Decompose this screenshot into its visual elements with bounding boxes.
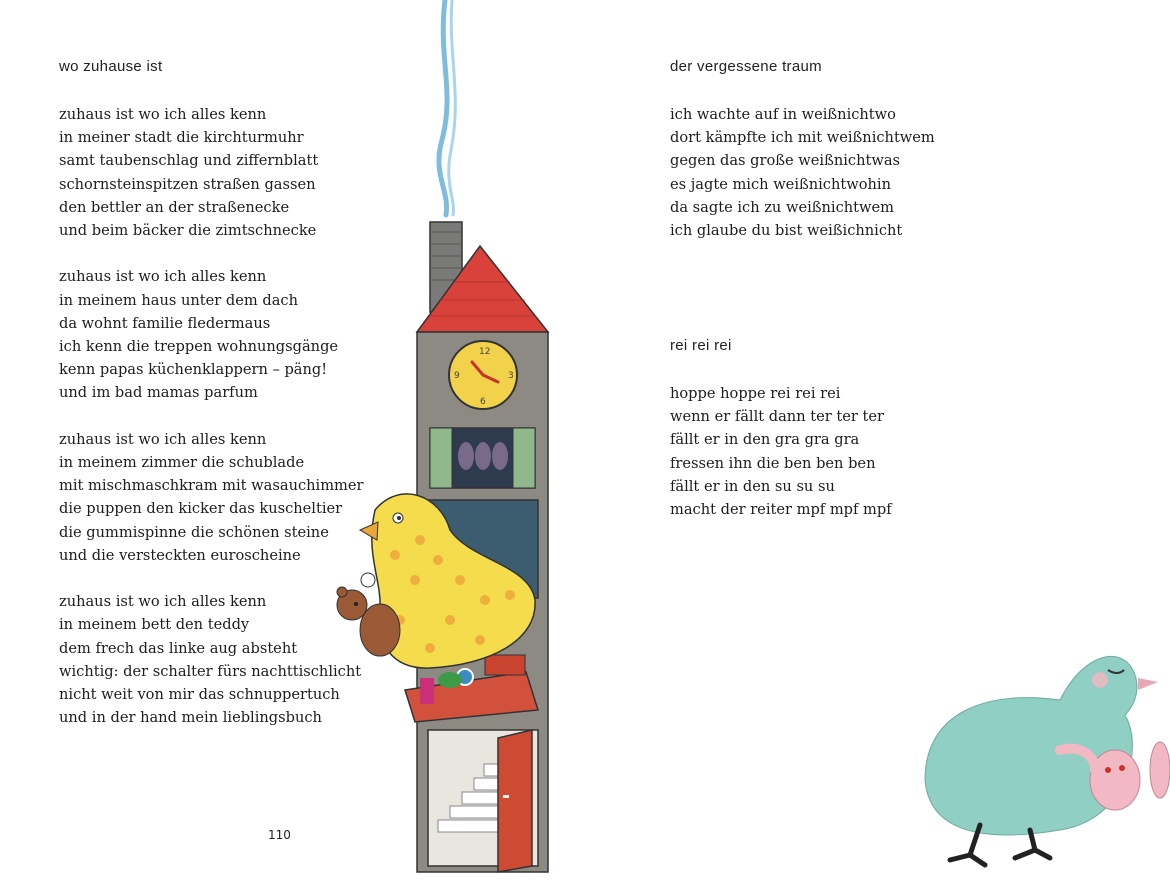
- poem-line: da wohnt familie fledermaus: [59, 314, 271, 332]
- poem-line: dem frech das linke aug absteht: [59, 639, 298, 657]
- poem-line: zuhaus ist wo ich alles kenn: [59, 106, 267, 123]
- svg-text:12: 12: [479, 347, 491, 357]
- left-poem-body: [59, 103, 364, 753]
- poem-line: da sagte ich zu weißnichtwem: [670, 198, 894, 216]
- poem-line: ich glaube du bist weißichnicht: [670, 222, 903, 240]
- left-poem-stanza: [59, 590, 364, 729]
- page-number: 110: [268, 828, 291, 842]
- poem-line: in meinem zimmer die schublade: [59, 454, 305, 472]
- poem-line: und beim bäcker die zimtschnecke: [59, 222, 317, 240]
- poem-line: fressen ihn die ben ben ben: [670, 454, 876, 472]
- poem-line: zuhaus ist wo ich alles kenn: [59, 593, 267, 611]
- poem-line: dort kämpfte ich mit weißnichtwem: [670, 129, 935, 147]
- poem-line: nicht weit von mir das schnuppertuch: [59, 686, 340, 704]
- left-poem-stanza: [59, 428, 364, 567]
- poem-line: ich wachte auf in weißnichtwo: [670, 106, 896, 123]
- pigeon-with-bunny-illustration: [910, 630, 1170, 890]
- poem-line: ich kenn die treppen wohnungsgänge: [59, 338, 339, 356]
- left-poem-stanza: [59, 103, 364, 242]
- poem-line: und die versteckten euroscheine: [59, 546, 301, 564]
- poem-line: hoppe hoppe rei rei rei: [670, 385, 841, 402]
- poem-line: zuhaus ist wo ich alles kenn: [59, 268, 267, 286]
- poem-line: zuhaus ist wo ich alles kenn: [59, 430, 267, 448]
- left-poem-title: wo zuhause ist: [59, 58, 163, 75]
- poem-line: samt taubenschlag und ziffernblatt: [59, 152, 319, 170]
- poem-line: die puppen den kicker das kuscheltier: [59, 500, 343, 518]
- door-icon: [498, 730, 532, 872]
- poem-line: fällt er in den gra gra gra: [670, 431, 860, 449]
- poem-line: in meinem haus unter dem dach: [59, 291, 298, 309]
- left-poem-stanza: [59, 265, 364, 404]
- poem-line: fällt er in den su su su: [670, 477, 835, 495]
- poem-line: macht der reiter mpf mpf mpf: [670, 501, 892, 519]
- poem-line: schornsteinspitzen straßen gassen: [59, 175, 316, 193]
- poem-line: wenn er fällt dann ter ter ter: [670, 408, 884, 426]
- right-poem-1-body: [670, 103, 935, 242]
- bat-icon: [458, 442, 508, 470]
- poem-line: wichtig: der schalter fürs nachttischlicht: [59, 662, 362, 680]
- poem-line: und im bad mamas parfum: [59, 384, 258, 402]
- poem-line: den bettler an der straßenecke: [59, 198, 290, 216]
- poem-line: mit mischmaschkram mit wasauchimmer: [59, 477, 364, 495]
- svg-text:3: 3: [508, 371, 514, 381]
- svg-text:6: 6: [480, 397, 486, 407]
- right-poem-1-title: der vergessene traum: [670, 58, 822, 75]
- right-poem-2-title: rei rei rei: [670, 337, 732, 354]
- poem-line: in meinem bett den teddy: [59, 616, 250, 634]
- poem-line: in meiner stadt die kirchturmuhr: [59, 129, 304, 147]
- tower-house-illustration: [320, 0, 600, 896]
- svg-text:9: 9: [454, 371, 460, 381]
- poem-line: kenn papas küchenklappern – päng!: [59, 361, 328, 379]
- right-poem-2-body: [670, 382, 892, 521]
- poem-line: es jagte mich weißnichtwohin: [670, 175, 891, 193]
- poem-line: die gummispinne die schönen steine: [59, 523, 329, 541]
- poem-line: gegen das große weißnichtwas: [670, 152, 901, 170]
- poem-line: und in der hand mein lieblingsbuch: [59, 709, 322, 727]
